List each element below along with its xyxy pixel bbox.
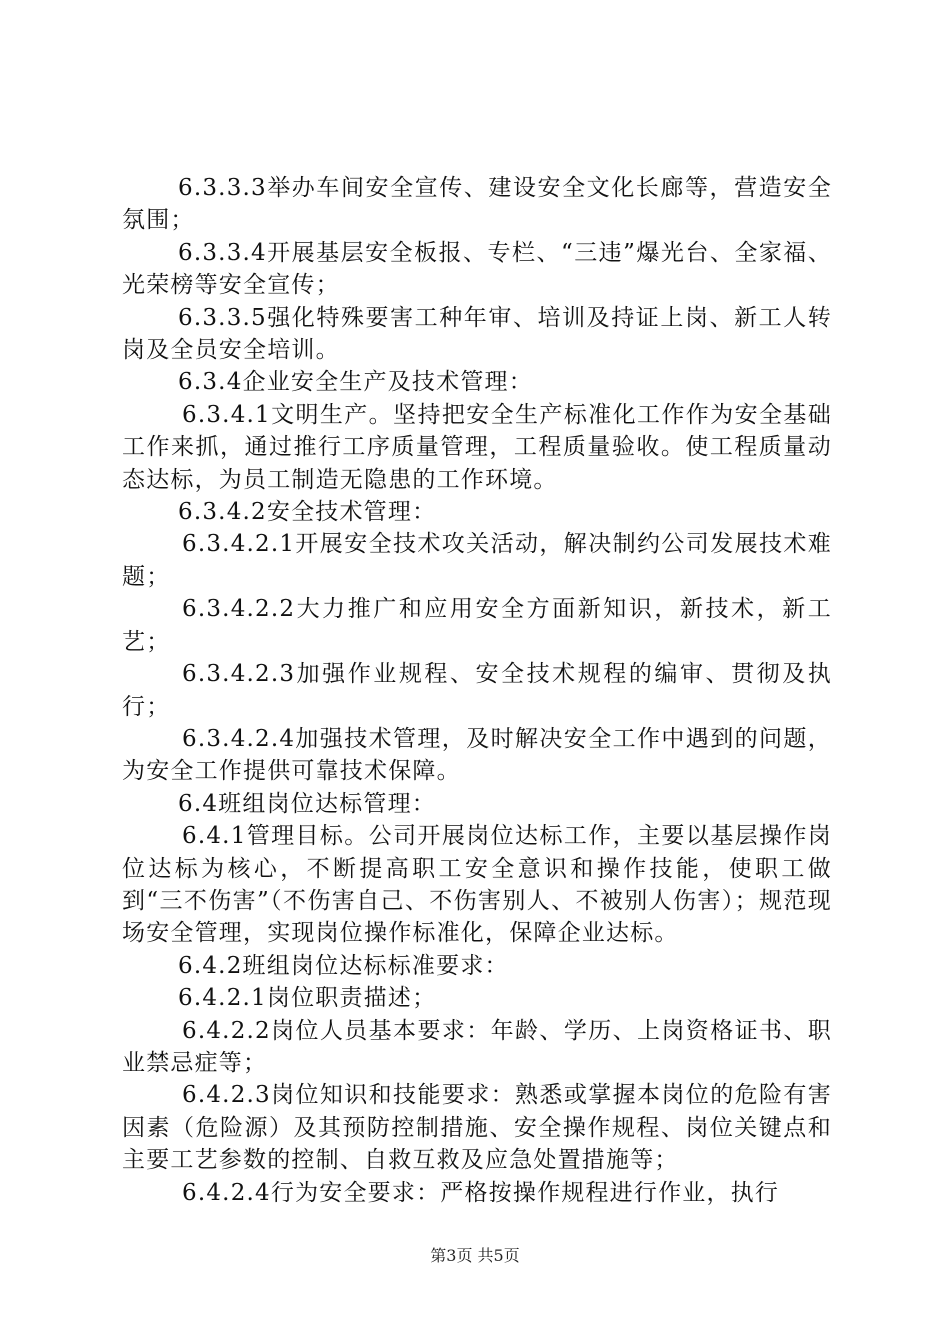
paragraph-6-4-2-4: 6.4.2.4行为安全要求：严格按操作规程进行作业，执行	[182, 1179, 780, 1206]
paragraph-6-3-3-5: 6.3.3.5强化特殊要害工种年审、培训及持证上岗、新工人转岗及全员安全培训。	[122, 304, 832, 364]
paragraph-6-4-2-2: 6.4.2.2岗位人员基本要求：年龄、学历、上岗资格证书、职业禁忌症等；	[122, 1017, 832, 1076]
paragraph-6-3-4-2-4: 6.3.4.2.4加强技术管理，及时解决安全工作中遇到的问题，为安全工作提供可靠技术保障。	[122, 725, 832, 785]
heading-6-4: 6.4班组岗位达标管理：	[178, 790, 436, 817]
paragraph-6-3-4-2-3: 6.3.4.2.3加强作业规程、安全技术规程的编审、贯彻及执行；	[122, 661, 832, 720]
paragraph-6-3-3-3: 6.3.3.3举办车间安全宣传、建设安全文化长廊等，营造安全氛围；	[122, 175, 832, 234]
heading-6-3-4: 6.3.4企业安全生产及技术管理：	[178, 369, 533, 396]
heading-6-3-4-2: 6.3.4.2安全技术管理：	[178, 499, 437, 526]
document-body	[122, 172, 832, 1209]
paragraph-6-3-4-2-1: 6.3.4.2.1开展安全技术攻关活动，解决制约公司发展技术难题；	[122, 531, 832, 590]
paragraph-6-3-3-4: 6.3.3.4开展基层安全板报、专栏、“三违”爆光台、全家福、光荣榜等安全宣传；	[122, 239, 832, 299]
heading-6-4-2: 6.4.2班组岗位达标标准要求：	[178, 952, 509, 979]
paragraph-6-4-1: 6.4.1管理目标。公司开展岗位达标工作，主要以基层操作岗位达标为核心，不断提高职工安全意识和操作技能，使职工做到“三不伤害”（不伤害自己、不伤害别人、不被别人伤害）；规范现场安全管理，实现岗位操作标准化，保障企业达标。	[122, 823, 832, 947]
paragraph-6-3-4-1: 6.3.4.1文明生产。坚持把安全生产标准化工作作为安全基础工作来抓，通过推行工序质量管理，工程质量验收。使工程质量动态达标，为员工制造无隐患的工作环境。	[122, 401, 832, 493]
paragraph-6-3-4-2-2: 6.3.4.2.2大力推广和应用安全方面新知识，新技术，新工艺；	[122, 596, 832, 655]
paragraph-6-4-2-3: 6.4.2.3岗位知识和技能要求：熟悉或掌握本岗位的危险有害因素（危险源）及其预防控制措施、安全操作规程、岗位关键点和主要工艺参数的控制、自救互救及应急处置措施等；	[122, 1082, 832, 1174]
paragraph-6-4-2-1: 6.4.2.1岗位职责描述；	[178, 985, 437, 1012]
page-number-footer: 第3页 共5页	[430, 1246, 520, 1265]
